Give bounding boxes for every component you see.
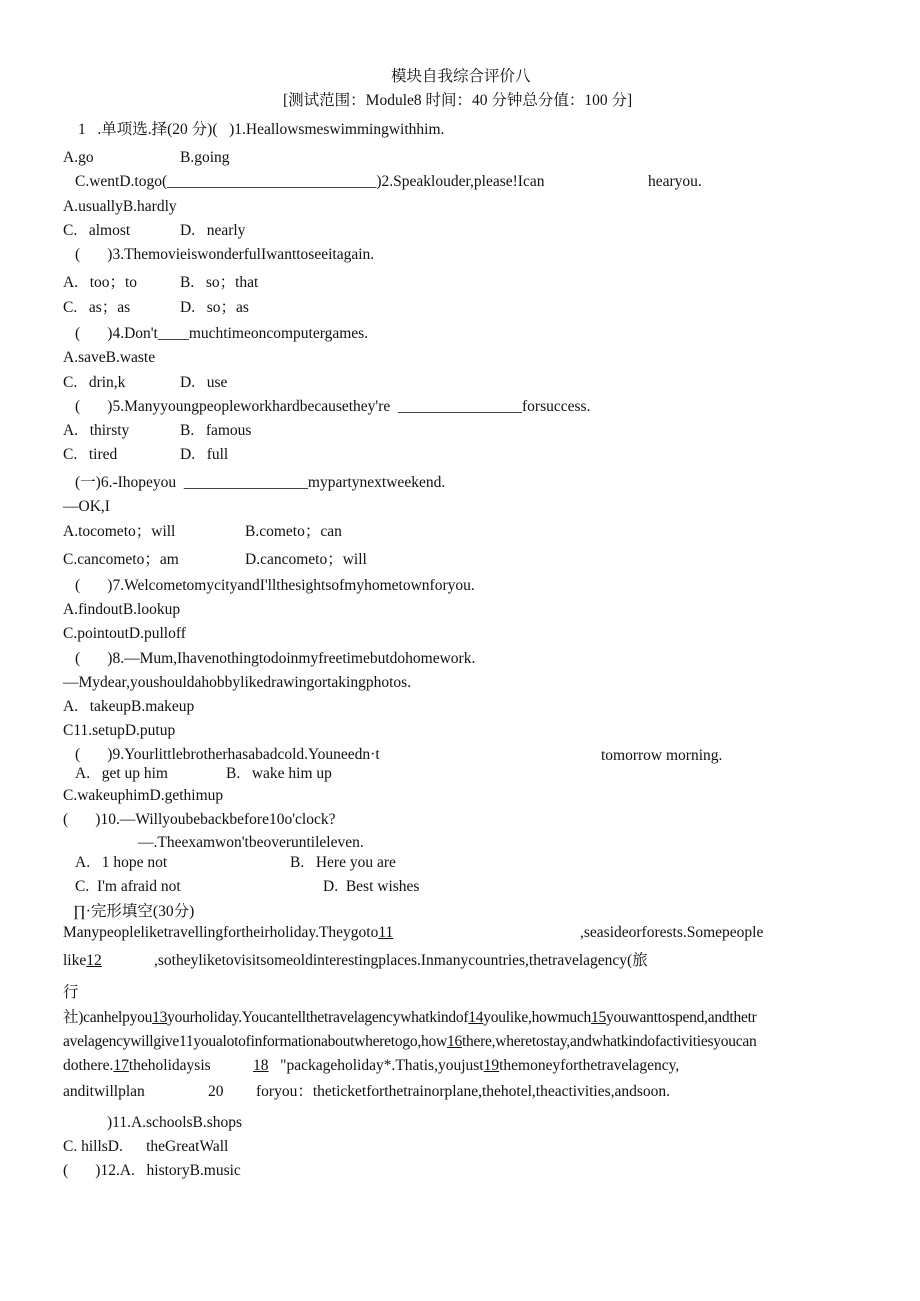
option: A. thirsty [63,422,130,439]
option: C. drin,k [63,374,126,391]
option: C. almost [63,222,131,239]
option: B. famous [180,422,252,439]
option: D. full [180,446,229,463]
question: ( )9.Yourlittlebrotherhasabadcold.Youneedn·t [75,746,380,763]
option: A.tocometo；will [63,523,176,540]
page-subtitle: [测试范围：Module8 时间：40 分钟总分值：100 分] [283,92,633,109]
option: A.go [63,149,94,166]
option: D. use [180,374,228,391]
passage-line [63,952,102,970]
passage-line [253,1057,679,1075]
blank-number: 11 [378,924,394,941]
option: B.cometo；can [245,523,342,540]
question: (一)6.-Ihopeyou ________________mypartynextweekend. [75,474,446,491]
question-line: hearyou. [648,173,702,190]
blank-number: 12 [86,952,102,969]
blank-number: 18 [253,1057,269,1074]
text: like [63,952,87,969]
text: "packageholiday*.Thatis,youjust [280,1057,484,1074]
question: ( )4.Don't____muchtimeoncomputergames. [75,325,369,342]
blank-number: 19 [483,1057,500,1074]
option: D. nearly [180,222,246,239]
section-1-heading: 1 .单项选.择(20 分)( )1.Heallowsmeswimmingwithhim. [78,121,445,138]
passage-line [63,1033,757,1051]
blank-number: 15 [591,1009,607,1026]
question: ( )5.Manyyoungpeopleworkhardbecausethey're ________________forsuccess. [75,398,591,415]
question-line: C.wentD.togo(___________________________)2.Speaklouder,please!Ican [75,173,545,190]
option: C.wakeuphimD.gethimup [63,787,224,804]
option: B.going [180,149,230,166]
option: C. hillsD. theGreatWall [63,1138,229,1155]
text: themoneyforthetravelagency, [499,1057,680,1074]
page-title: 模块自我综合评价八 [391,68,531,85]
blank-number: 17 [113,1057,129,1074]
question: )11.A.schoolsB.shops [107,1114,243,1131]
blank-number: 20 [208,1083,224,1100]
option: A. 1 hope not [75,854,168,871]
option: C. tired [63,446,118,463]
response: —.Theexamwon'tbeoveruntileleven. [138,834,364,851]
passage-line [63,1057,211,1075]
question: ( )10.—Willyoubebackbefore10o'clock? [63,811,336,828]
passage-line: anditwillplan [63,1083,145,1100]
passage-line: ,sotheyliketovisitsomeoldinterestingplaces.Inmanycountries,thetravelagency(旅 [154,952,648,969]
option: C.cancometo；am [63,551,179,568]
option: C.pointoutD.pulloff [63,625,186,642]
option: D. so；as [180,299,249,316]
question: ( )7.WelcometomycityandI'llthesightsofmyhometownforyou. [75,577,475,594]
blank-number: 16 [446,1033,462,1050]
option: D.cancometo；will [245,551,367,568]
text: youlike,howmuch [483,1009,592,1026]
passage-line [63,924,393,942]
option: B. wake him up [226,765,332,782]
option: A.usuallyB.hardly [63,198,177,215]
text: dothere. [63,1057,114,1074]
section-2-heading: ∏·完形填空(30分) [73,903,195,920]
option: A. takeupB.makeup [63,698,195,715]
blank-number: 14 [468,1009,484,1026]
question: ( )8.—Mum,Ihavenothingtodoinmyfreetimebutdohomework. [75,650,476,667]
text: yourholiday.Youcantellthetravelagencywhatkindof [167,1009,469,1026]
text: theholidaysis [128,1057,211,1074]
blank-number: 13 [152,1009,168,1026]
option: A. get up him [75,765,168,782]
passage-line: 行 [63,984,79,1001]
passage-line: foryou：theticketforthetrainorplane,thehotel,theactivities,andsoon. [256,1083,671,1100]
option: A. too；to [63,274,138,291]
passage-line [63,1009,757,1027]
option: B. so；that [180,274,259,291]
text: 社)canhelpyou [63,1009,153,1026]
text: youwanttospend,andthetr [606,1009,757,1026]
question: ( )12.A. historyB.music [63,1162,241,1179]
option: C. as；as [63,299,131,316]
text: Manypeopleliketravellingfortheirholiday.Theygoto [63,924,379,941]
option: A.saveB.waste [63,349,156,366]
response: —OK,I [63,498,110,515]
text: avelagencywillgive11youalotofinformationaboutwheretogo,how [63,1033,447,1050]
option: C11.setupD.putup [63,722,176,739]
question: ( )3.ThemovieiswonderfulIwanttoseeitagain. [75,246,375,263]
option: B. Here you are [290,854,396,871]
option: D. Best wishes [323,878,420,895]
text: there,wheretostay,andwhatkindofactivitiesyoucan [461,1033,757,1050]
passage-line: ,seasideorforests.Somepeople [580,924,764,941]
option: C. I'm afraid not [75,878,181,895]
question: tomorrow morning. [601,747,723,764]
response: —Mydear,youshouldahobbylikedrawingortakingphotos. [63,674,412,691]
option: A.findoutB.lookup [63,601,181,618]
